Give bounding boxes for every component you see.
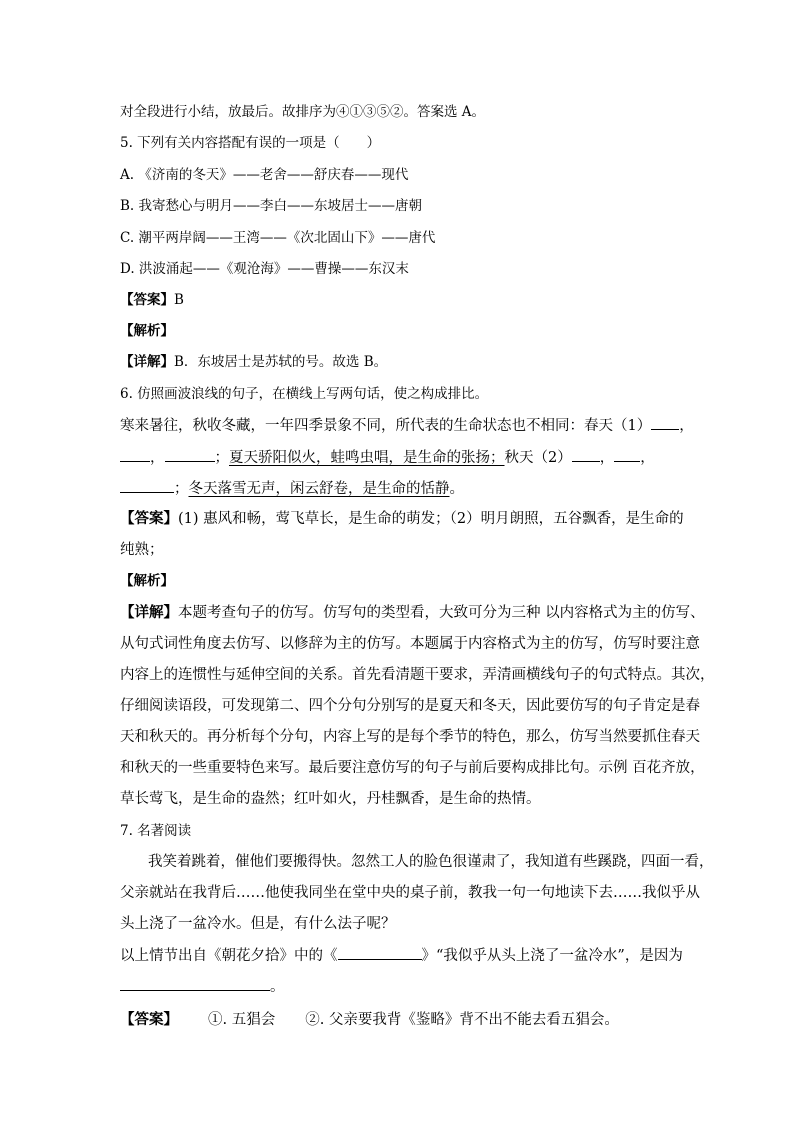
answer-row — [120, 509, 684, 529]
detail-line: 和秋天的一些重要特色来写。最后要注意仿写的句子与前后要构成排比句。示例 百花齐放， — [120, 760, 705, 776]
q6-sep: ， — [150, 450, 165, 466]
answer-text: B — [174, 292, 184, 308]
q6-sep: ， — [679, 418, 694, 434]
question-5: 5. 下列有关内容搭配有误的一项是（ ） — [120, 135, 381, 151]
blank-field[interactable] — [572, 447, 600, 462]
answer-continued: 纯熟； — [120, 542, 164, 558]
detail-text: B．东坡居士是苏轼的号。故选 B。 — [174, 354, 388, 370]
answer-text: ①. 五猖会 — [208, 1012, 276, 1028]
detail-tag: 【详解】 — [120, 604, 178, 621]
detail-tag: 【详解】 — [120, 354, 174, 370]
answer-tag: 【答案】 — [120, 292, 174, 308]
blank-field[interactable] — [120, 447, 150, 462]
q7-question-line — [120, 976, 285, 997]
q6-paragraph-line1 — [120, 415, 694, 436]
detail-row — [120, 603, 705, 623]
blank-field[interactable] — [120, 478, 174, 493]
q6-text: 秋天（2） — [504, 450, 572, 466]
q7-passage-line: 我笑着跳着，催他们要搬得快。忽然工人的脸色很谨肃了，我知道有些蹊跷，四面一看， — [148, 854, 714, 870]
answer-text: ②. 父亲要我背《鉴略》背不出不能去看五猖会。 — [305, 1012, 619, 1028]
q6-sep: ， — [599, 450, 615, 466]
option-b: B. 我寄愁心与明月——李白——东坡居士——唐朝 — [120, 198, 423, 214]
q7-sep: 。 — [270, 979, 285, 995]
answer-row — [120, 1010, 619, 1030]
detail-line: 内容上的连惯性与延伸空间的关系。首先看清题干要求，弄清画横线句子的句式特点。其次， — [120, 667, 715, 683]
q7-passage-line: 父亲就站在我背后……他使我同坐在堂中央的桌子前，教我一句一句地读下去……我似乎从 — [120, 885, 700, 901]
q6-paragraph-line2 — [120, 447, 655, 468]
blank-field[interactable] — [120, 976, 270, 991]
q6-sep: ， — [640, 450, 655, 466]
detail-row — [120, 352, 387, 372]
analysis-tag: 【解析】 — [120, 323, 174, 339]
answer-tag: 【答案】 — [120, 1011, 178, 1028]
detail-line: 仔细阅读语段，可发现第二、四个分句分别写的是夏天和冬天，因此要仿写的句子肯定是春 — [120, 698, 700, 714]
answer-text: (1) 惠风和畅，莺飞草长，是生命的萌发；（2）明月朗照，五谷飘香，是生命的 — [178, 511, 684, 527]
detail-line: 天和秋天的。再分析每个分句，内容上写的是每个季节的特色，那么，仿写当然要抓住春天 — [120, 729, 700, 745]
q6-text: 寒来暑往，秋收冬藏，一年四季景象不同，所代表的生命状态也不相同：春天（1） — [120, 418, 652, 434]
blank-field[interactable] — [614, 447, 640, 462]
wavy-underlined-sentence: 夏天骄阳似火，蛙鸣虫唱，是生命的张扬； — [229, 450, 505, 466]
q7-question-line — [120, 945, 683, 966]
option-d: D. 洪波涌起——《观沧海》——曹操——东汉末 — [120, 261, 409, 277]
analysis-tag: 【解析】 — [120, 573, 174, 589]
detail-line: 从句式词性角度去仿写、以修辞为主的仿写。本题属于内容格式为主的仿写，仿写时要注意 — [120, 636, 700, 652]
q6-paragraph-line3 — [120, 478, 464, 499]
answer-tag: 【答案】 — [120, 510, 178, 527]
option-c: C. 潮平两岸阔——王湾——《次北固山下》——唐代 — [120, 230, 436, 246]
blank-field[interactable] — [338, 945, 422, 960]
question-7: 7. 名著阅读 — [120, 823, 192, 839]
detail-line: 草长莺飞，是生命的盎然；红叶如火，丹桂飘香，是生命的热情。 — [120, 791, 541, 807]
detail-text: 本题考查句子的仿写。仿写句的类型看，大致可分为三种 以内容格式为主的仿写、 — [178, 605, 705, 621]
q6-sep: ； — [174, 481, 189, 497]
q7-text: 》“我似乎从头上浇了一盆冷水”，是因为 — [421, 948, 683, 964]
q6-sep: 。 — [449, 481, 464, 497]
option-a: A. 《济南的冬天》——老舍——舒庆春——现代 — [120, 167, 409, 183]
wavy-underlined-sentence: 冬天落雪无声，闲云舒卷，是生命的恬静 — [188, 481, 450, 497]
question-6: 6. 仿照画波浪线的句子，在横线上写两句话，使之构成排比。 — [120, 386, 489, 402]
blank-field[interactable] — [651, 415, 679, 430]
q7-passage-line: 头上浇了一盆冷水。但是，有什么法子呢？ — [120, 916, 396, 932]
text-line: 对全段进行小结，放最后。故排序为④①③⑤②。答案选 A。 — [120, 104, 486, 120]
blank-field[interactable] — [165, 447, 215, 462]
q6-sep: ； — [214, 450, 229, 466]
q7-text: 以上情节出自《朝花夕拾》中的《 — [120, 948, 338, 964]
answer-row — [120, 290, 184, 310]
